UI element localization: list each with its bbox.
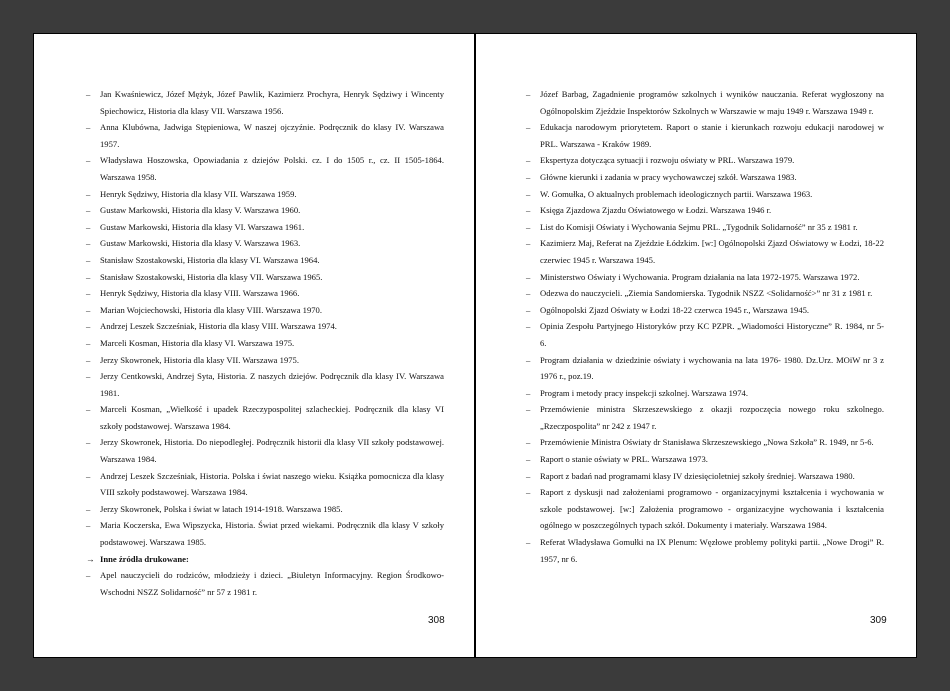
bibliography-entry xyxy=(526,152,884,169)
bibliography-entry xyxy=(86,352,444,369)
dash-marker: – xyxy=(86,271,91,282)
entry-text: Andrzej Leszek Szcześniak, Historia. Polska i świat naszego wieku. Książka pomocnicza dla klasy VIII szkoły podstawowej. Warszawa 1984. xyxy=(100,470,444,498)
dash-marker: – xyxy=(86,503,91,514)
bibliography-entry xyxy=(526,534,884,567)
dash-marker: – xyxy=(86,470,91,481)
entry-text: W. Gomułka, O aktualnych problemach ideologicznych partii. Warszawa 1963. xyxy=(540,188,813,199)
dash-marker: – xyxy=(526,404,531,415)
entry-text: Stanisław Szostakowski, Historia dla klasy VI. Warszawa 1964. xyxy=(100,254,320,265)
entry-text: Gustaw Markowski, Historia dla klasy V. Warszawa 1960. xyxy=(100,205,301,216)
bibliography-entry xyxy=(86,434,444,467)
bibliography-entry xyxy=(526,318,884,351)
dash-marker: – xyxy=(526,89,531,99)
entry-text: Raport z badań nad programami klasy IV dziesięcioletniej szkoły średniej. Warszawa 1980. xyxy=(540,470,855,481)
dash-marker: – xyxy=(86,221,91,232)
entry-text: Program działania w dziedzinie oświaty i wychowania na lata 1976- 1980. Dz.Urz. MOiW nr 3 z 1976 r., poz.19. xyxy=(540,354,884,382)
entry-text: Jerzy Skowronek, Historia. Do niepodległej. Podręcznik historii dla klasy VII szkoły podstawowej. Warszawa 1984. xyxy=(100,437,444,465)
bibliography-entry xyxy=(86,368,444,401)
dash-marker: – xyxy=(526,354,531,365)
bibliography-entry xyxy=(86,252,444,269)
entry-text: Raport z dyskusji nad założeniami programowo - organizacyjnymi kształcenia i wychowania w szkole podstawowej. [w:] Założenia programowo - organizacyjne wychowania i kształcenia ogólnego w poszczególnych typach szkół. Dokumenty i materiały. Warszawa 1984. xyxy=(540,487,884,531)
entry-text: Józef Barbag, Zagadnienie programów szkolnych i wyników nauczania. Referat wygłoszony na Ogólnopolskim Zjeździe Inspektorów Szkolnych w Warszawie w maju 1949 r. Warszawa 1949 r. xyxy=(540,89,884,116)
bibliography-entry xyxy=(526,119,884,152)
entry-text: Referat Władysława Gomułki na IX Plenum: Węzłowe problemy polityki partii. „Nowe Drogi” R. 1957, nr 6. xyxy=(540,537,884,564)
entry-text: Edukacja narodowym priorytetem. Raport o stanie i kierunkach rozwoju edukacji narodowej w PRL. Warszawa - Kraków 1989. xyxy=(540,122,884,149)
dash-marker: – xyxy=(526,238,531,249)
bibliography-entry xyxy=(526,285,884,302)
dash-marker: – xyxy=(86,304,91,315)
section-heading xyxy=(86,551,444,568)
bibliography-entry xyxy=(526,269,884,286)
entry-text: Jerzy Skowronek, Polska i świat w latach 1914-1918. Warszawa 1985. xyxy=(100,503,343,514)
entry-text: Jan Kwaśniewicz, Józef Mężyk, Józef Pawlik, Kazimierz Prochyra, Henryk Sędziwy i Wincenty Spiechowicz, Historia dla klasy VII. Warszawa 1956. xyxy=(100,89,444,116)
dash-marker: – xyxy=(86,89,91,99)
bibliography-entry xyxy=(526,219,884,236)
entry-text: Henryk Sędziwy, Historia dla klasy VII. Warszawa 1959. xyxy=(100,188,297,199)
entry-text: Główne kierunki i zadania w pracy wychowawczej szkół. Warszawa 1983. xyxy=(540,171,797,182)
dash-marker: – xyxy=(86,254,91,265)
bibliography-entry xyxy=(86,119,444,152)
entry-text: Ogólnopolski Zjazd Oświaty w Łodzi 18-22 czerwca 1945 r., Warszawa 1945. xyxy=(540,304,810,315)
bibliography-entry xyxy=(86,269,444,286)
entry-text: Marceli Kosman, Historia dla klasy VI. Warszawa 1975. xyxy=(100,337,295,348)
dash-marker: – xyxy=(86,520,91,531)
bibliography-entry xyxy=(526,186,884,203)
entry-text: Maria Koczerska, Ewa Wipszycka, Historia. Świat przed wiekami. Podręcznik dla klasy V szkoły podstawowej. Warszawa 1985. xyxy=(100,520,444,548)
dash-marker: – xyxy=(86,437,91,448)
dash-marker: – xyxy=(86,321,91,332)
bibliography-entry xyxy=(86,335,444,352)
dash-marker: – xyxy=(86,288,91,299)
bibliography-entry xyxy=(86,567,444,600)
entry-text: Henryk Sędziwy, Historia dla klasy VIII. Warszawa 1966. xyxy=(100,288,300,299)
dash-marker: – xyxy=(526,171,531,182)
dash-marker: – xyxy=(526,537,531,548)
bibliography-entry xyxy=(526,86,884,119)
bibliography-entry xyxy=(86,235,444,252)
page-number: 308 xyxy=(428,615,445,626)
book-spread xyxy=(33,33,917,658)
dash-marker: – xyxy=(526,437,531,448)
bibliography-entry xyxy=(86,186,444,203)
entry-text: Władysława Hoszowska, Opowiadania z dziejów Polski. cz. I do 1505 r., cz. II 1505-1864. Warszawa 1958. xyxy=(100,155,444,182)
bibliography-entry xyxy=(526,235,884,268)
entry-text: Gustaw Markowski, Historia dla klasy V. Warszawa 1963. xyxy=(100,238,301,249)
bibliography-entry xyxy=(86,501,444,518)
bibliography-entry xyxy=(526,302,884,319)
dash-marker: – xyxy=(86,238,91,249)
dash-marker: – xyxy=(86,188,91,199)
entry-text: Gustaw Markowski, Historia dla klasy VI. Warszawa 1961. xyxy=(100,221,305,232)
bibliography-entry xyxy=(526,352,884,385)
entry-text: Księga Zjazdowa Zjazdu Oświatowego w Łodzi. Warszawa 1946 r. xyxy=(540,205,772,216)
dash-marker: – xyxy=(86,122,91,133)
bibliography-entry xyxy=(526,169,884,186)
bibliography-entry xyxy=(526,484,884,534)
entry-text: Inne źródła drukowane: xyxy=(100,553,189,564)
bibliography-entry xyxy=(86,517,444,550)
dash-marker: – xyxy=(526,487,531,498)
arrow-marker: → xyxy=(86,553,95,564)
bibliography-entry xyxy=(86,86,444,119)
page-number: 309 xyxy=(870,615,887,626)
bibliography-entry xyxy=(86,468,444,501)
bibliography-entry xyxy=(86,318,444,335)
dash-marker: – xyxy=(526,205,531,216)
entry-text: Przemówienie Ministra Oświaty dr Stanisława Skrzeszewskiego „Nowa Szkoła” R. 1949, nr 5-6. xyxy=(540,437,874,448)
entry-text: Ekspertyza dotycząca sytuacji i rozwoju oświaty w PRL. Warszawa 1979. xyxy=(540,155,795,166)
dash-marker: – xyxy=(86,155,91,166)
dash-marker: – xyxy=(86,205,91,216)
entry-text: Apel nauczycieli do rodziców, młodzieży i dzieci. „Biuletyn Informacyjny. Region Środkowo-Wschodni NSZZ Solidarność” nr 57 z 1981 r. xyxy=(100,570,444,597)
dash-marker: – xyxy=(526,454,531,465)
entry-text: Kazimierz Maj, Referat na Zjeździe Łódzkim. [w:] Ogólnopolski Zjazd Oświatowy w Łodzi, 18-22 czerwiec 1945 r. Warszawa 1945. xyxy=(540,238,884,265)
bibliography-list xyxy=(526,86,884,567)
entry-text: Jerzy Centkowski, Andrzej Syta, Historia. Z naszych dziejów. Podręcznik dla klasy IV. Warszawa 1981. xyxy=(100,371,444,398)
entry-text: Program i metody pracy inspekcji szkolnej. Warszawa 1974. xyxy=(540,387,748,398)
right-page xyxy=(476,34,916,657)
bibliography-entry xyxy=(526,385,884,402)
bibliography-entry xyxy=(86,219,444,236)
entry-text: Odezwa do nauczycieli. „Ziemia Sandomierska. Tygodnik NSZZ <Solidarność>” nr 31 z 1981 r. xyxy=(540,288,873,299)
left-page xyxy=(34,34,474,657)
dash-marker: – xyxy=(526,387,531,398)
dash-marker: – xyxy=(526,188,531,199)
dash-marker: – xyxy=(86,404,91,415)
entry-text: List do Komisji Oświaty i Wychowania Sejmu PRL. „Tygodnik Solidarność” nr 35 z 1981 r. xyxy=(540,221,858,232)
bibliography-list xyxy=(86,86,444,600)
entry-text: Ministerstwo Oświaty i Wychowania. Program działania na lata 1972-1975. Warszawa 1972. xyxy=(540,271,860,282)
dash-marker: – xyxy=(86,337,91,348)
entry-text: Raport o stanie oświaty w PRL. Warszawa 1973. xyxy=(540,454,708,465)
entry-text: Przemówienie ministra Skrzeszewskiego z okazji rozpoczęcia nowego roku szkolnego. „Rzeczpospolita” nr 242 z 1947 r. xyxy=(540,404,884,431)
dash-marker: – xyxy=(526,155,531,166)
dash-marker: – xyxy=(526,271,531,282)
bibliography-entry xyxy=(86,202,444,219)
bibliography-entry xyxy=(86,152,444,185)
bibliography-entry xyxy=(526,451,884,468)
dash-marker: – xyxy=(526,321,531,332)
bibliography-entry xyxy=(526,434,884,451)
dash-marker: – xyxy=(526,288,531,299)
entry-text: Opinia Zespołu Partyjnego Historyków przy KC PZPR. „Wiadomości Historyczne” R. 1984, nr 5-6. xyxy=(540,321,884,348)
dash-marker: – xyxy=(526,221,531,232)
entry-text: Jerzy Skowronek, Historia dla klasy VII. Warszawa 1975. xyxy=(100,354,299,365)
dash-marker: – xyxy=(86,371,91,382)
dash-marker: – xyxy=(526,304,531,315)
bibliography-entry xyxy=(86,401,444,434)
entry-text: Marceli Kosman, „Wielkość i upadek Rzeczypospolitej szlacheckiej. Podręcznik dla klasy VI szkoły podstawowej. Warszawa 1984. xyxy=(100,404,444,431)
entry-text: Anna Klubówna, Jadwiga Stępieniowa, W naszej ojczyźnie. Podręcznik do klasy IV. Warszawa 1957. xyxy=(100,122,444,149)
bibliography-entry xyxy=(86,285,444,302)
dash-marker: – xyxy=(526,470,531,481)
bibliography-entry xyxy=(526,202,884,219)
bibliography-entry xyxy=(526,468,884,485)
entry-text: Andrzej Leszek Szcześniak, Historia dla klasy VIII. Warszawa 1974. xyxy=(100,321,337,332)
dash-marker: – xyxy=(86,354,91,365)
entry-text: Stanisław Szostakowski, Historia dla klasy VII. Warszawa 1965. xyxy=(100,271,323,282)
bibliography-entry xyxy=(526,401,884,434)
bibliography-entry xyxy=(86,302,444,319)
dash-marker: – xyxy=(86,570,91,581)
dash-marker: – xyxy=(526,122,531,133)
entry-text: Marian Wojciechowski, Historia dla klasy VIII. Warszawa 1970. xyxy=(100,304,322,315)
